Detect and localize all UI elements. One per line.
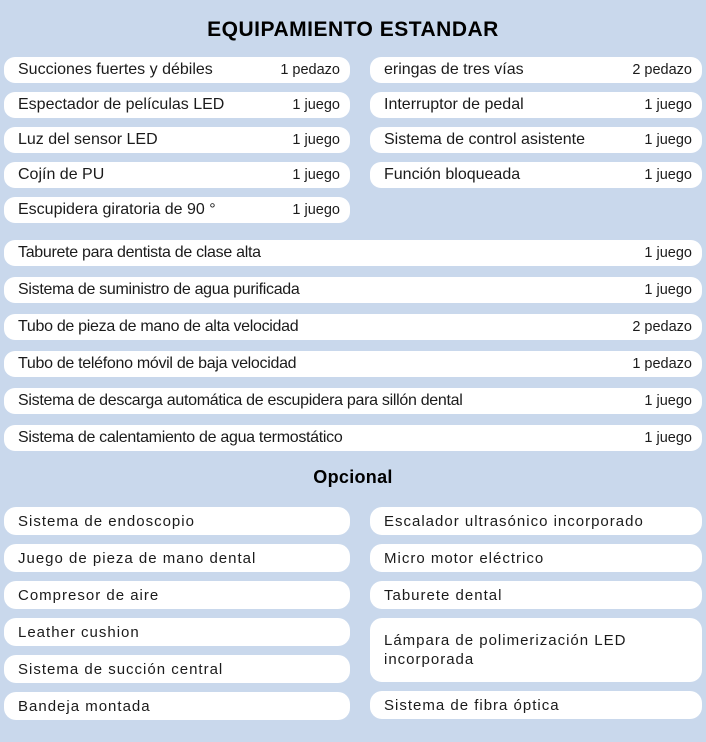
optional-two-column-area bbox=[0, 507, 706, 720]
equipment-qty: 1 juego bbox=[292, 202, 340, 218]
equipment-label: Lámpara de polimerización LED incorporada bbox=[384, 631, 627, 668]
equipment-label: Sistema de succión central bbox=[18, 660, 224, 678]
equipment-row bbox=[370, 57, 702, 83]
equipment-row bbox=[4, 197, 350, 223]
standard-left-column bbox=[4, 57, 350, 223]
equipment-label: eringas de tres vías bbox=[384, 61, 524, 78]
equipment-row bbox=[4, 425, 702, 451]
equipment-row bbox=[4, 581, 350, 609]
equipment-row bbox=[370, 618, 702, 682]
equipment-label: Sistema de endoscopio bbox=[18, 512, 195, 530]
equipment-label: Sistema de calentamiento de agua termostático bbox=[18, 429, 343, 446]
equipment-label: Interruptor de pedal bbox=[384, 96, 524, 113]
equipment-label: Succiones fuertes y débiles bbox=[18, 61, 213, 78]
equipment-row bbox=[4, 692, 350, 720]
equipment-row bbox=[4, 92, 350, 118]
equipment-qty: 1 juego bbox=[644, 282, 692, 298]
equipment-label: Bandeja montada bbox=[18, 697, 151, 715]
equipment-row bbox=[4, 240, 702, 266]
optional-section-title: Opcional bbox=[313, 467, 393, 487]
equipment-row bbox=[4, 655, 350, 683]
equipment-row bbox=[4, 544, 350, 572]
equipment-row bbox=[370, 691, 702, 719]
equipment-label: Sistema de descarga automática de escupidera para sillón dental bbox=[18, 392, 463, 409]
equipment-row bbox=[370, 544, 702, 572]
equipment-label: Escupidera giratoria de 90 ° bbox=[18, 201, 216, 218]
equipment-qty: 1 juego bbox=[292, 97, 340, 113]
equipment-label: Leather cushion bbox=[18, 623, 140, 641]
optional-left-column bbox=[4, 507, 350, 720]
equipment-row bbox=[370, 507, 702, 535]
equipment-row bbox=[370, 162, 702, 188]
equipment-qty: 1 pedazo bbox=[280, 62, 340, 78]
equipment-row bbox=[370, 581, 702, 609]
equipment-label: Taburete dental bbox=[384, 586, 503, 604]
equipment-row bbox=[370, 92, 702, 118]
equipment-qty: 1 juego bbox=[644, 430, 692, 446]
standard-two-column-area bbox=[0, 57, 706, 223]
equipment-qty: 1 juego bbox=[644, 393, 692, 409]
equipment-label: Micro motor eléctrico bbox=[384, 549, 545, 567]
equipment-row bbox=[4, 127, 350, 153]
equipment-label: Tubo de pieza de mano de alta velocidad bbox=[18, 318, 299, 335]
equipment-qty: 1 juego bbox=[644, 97, 692, 113]
equipment-qty: 1 juego bbox=[644, 167, 692, 183]
standard-section-title: EQUIPAMIENTO ESTANDAR bbox=[207, 18, 499, 41]
equipment-row bbox=[4, 277, 702, 303]
equipment-label: Cojín de PU bbox=[18, 166, 105, 183]
equipment-label: Espectador de películas LED bbox=[18, 96, 225, 113]
optional-right-column bbox=[370, 507, 702, 719]
equipment-label: Sistema de fibra óptica bbox=[384, 696, 560, 714]
equipment-row bbox=[4, 162, 350, 188]
equipment-row bbox=[4, 618, 350, 646]
equipment-row bbox=[4, 507, 350, 535]
equipment-label: Función bloqueada bbox=[384, 166, 521, 183]
equipment-label: Juego de pieza de mano dental bbox=[18, 549, 257, 567]
equipment-label: Luz del sensor LED bbox=[18, 131, 158, 148]
equipment-qty: 1 juego bbox=[292, 167, 340, 183]
equipment-qty: 1 juego bbox=[644, 132, 692, 148]
equipment-label: Tubo de teléfono móvil de baja velocidad bbox=[18, 355, 297, 372]
equipment-label: Sistema de suministro de agua purificada bbox=[18, 281, 300, 298]
equipment-row bbox=[4, 57, 350, 83]
equipment-row bbox=[370, 127, 702, 153]
equipment-label: Sistema de control asistente bbox=[384, 131, 585, 148]
equipment-label: Compresor de aire bbox=[18, 586, 160, 604]
equipment-row bbox=[4, 388, 702, 414]
equipment-qty: 1 juego bbox=[644, 245, 692, 261]
equipment-qty: 2 pedazo bbox=[632, 62, 692, 78]
equipment-row bbox=[4, 314, 702, 340]
equipment-qty: 2 pedazo bbox=[632, 319, 692, 335]
equipment-qty: 1 pedazo bbox=[632, 356, 692, 372]
equipment-qty: 1 juego bbox=[292, 132, 340, 148]
equipment-row bbox=[4, 351, 702, 377]
standard-right-column bbox=[370, 57, 702, 188]
equipment-label: Taburete para dentista de clase alta bbox=[18, 244, 261, 261]
equipment-label: Escalador ultrasónico incorporado bbox=[384, 512, 644, 530]
standard-full-width-list bbox=[0, 240, 706, 451]
